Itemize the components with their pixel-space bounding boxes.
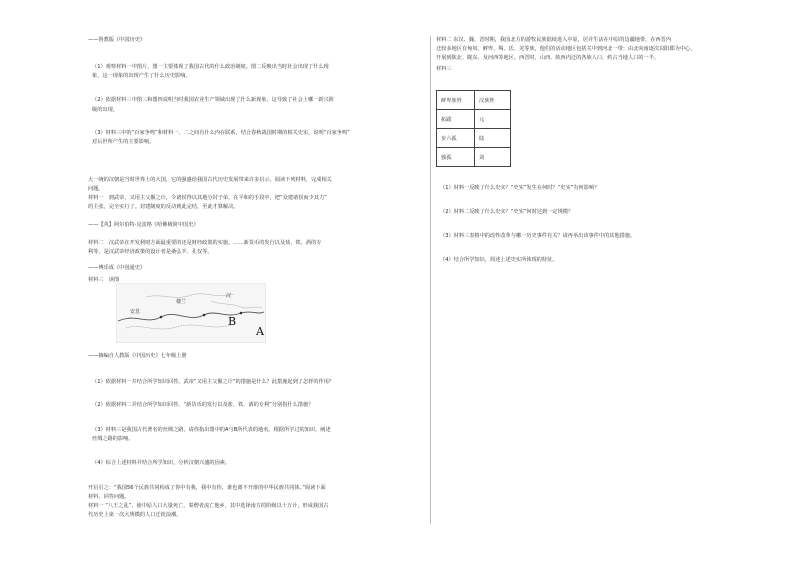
map-label-b: B xyxy=(228,315,237,328)
source-citation: ——傅乐成《中国通史》 xyxy=(88,265,146,271)
material-2-line-1: 材料二 汉武帝在开发利财方面最重要的还是财经政策的实施。……新货币的发行以及盐、铁、酒的专 xyxy=(88,240,322,246)
question-1-line-2: 象，这一现象的出现产生了什么历史影响。 xyxy=(92,73,191,79)
material-6-label: 材料三 xyxy=(436,66,452,72)
table-cell: 刘 xyxy=(475,148,511,167)
table-header-cell: 汉族姓 xyxy=(475,91,511,110)
table-cell: 步六孤 xyxy=(437,129,475,148)
silk-road-map xyxy=(116,283,266,343)
table-row xyxy=(437,129,511,148)
question-2-line-1: （2）依据材料三中图三和图四说明当时我国农业生产领域出现了什么新现象，这导致了社会上哪一新兴阶 xyxy=(92,97,334,103)
section-intro-2-line-2: 材料，回答问题。 xyxy=(88,494,130,500)
material-3-label: 材料三 读图 xyxy=(88,277,120,283)
question-1-line-1: （1）观察材料一中图片，图一主要体现了我国古代的什么政治制度。图二反映出当时社会出现了什么现 xyxy=(92,64,329,70)
city-marker xyxy=(160,316,163,319)
material-5-line-3: 开展到陕北、陇东、及河西等地区。西晋时，山西、陕西内迁的各族人口，约占当地人口的一半。 xyxy=(436,55,660,61)
city-marker xyxy=(203,314,206,317)
question-7-line-1: （4）综合上述材料并结合所学知识，分析汉朝兴盛的因素。 xyxy=(92,460,231,466)
table-cell: 陆 xyxy=(475,129,511,148)
table-cell: 独孤 xyxy=(437,148,475,167)
question-4: （1）依据材料一并结合所学知识回答，武帝“又用主父偃之计”的措施是什么？此措施起到了怎样的作用？ xyxy=(92,379,335,385)
material-5-line-1: 材料二 东汉、魏、晋时期，我国北方的游牧民族陆续进入中原，居并生活在中原的边疆地带，在西晋内 xyxy=(436,37,672,43)
question-6-line-1: （3）材料三是我国古代著名的丝绸之路，请你指出图中的A与B所代表的地名。根据所学过的知识，阐述 xyxy=(92,427,331,433)
question-5: （2）依据材料二并结合所学知识回答，“新货币的发行以及盐、铁、酒的专利”分别指什么措施？ xyxy=(92,402,314,408)
question-2-line-2: 级的出现。 xyxy=(92,107,118,113)
question-9: （2）材料二反映了什么史实？“史实”何时达到一定规模？ xyxy=(440,209,574,215)
material-1-line-2: 的主张，完全实行了。封建制度的反动到此完结，至此才算解决。 xyxy=(88,204,239,210)
question-10: （3）材料三表格中的改姓改革与哪一历史事件有关？请再举出该事件中的其他措施。 xyxy=(440,233,636,239)
column-divider xyxy=(430,36,431,524)
material-2-line-2: 利等，是汉武帝经济政策的设计者是桑弘羊、孔仅等。 xyxy=(88,249,213,255)
section-intro-2-line-1: 开启引之：“我国56个民族共同构成了你中有我，我中有你，谁也离不开谁的中华民族共同体。”阅读下面 xyxy=(88,485,326,491)
material-4-line-1: 材料一 “八王之乱”，使中原人口大量死亡，秦僧者流亡他乡，其中选择南方的阶级以十万计，形成我国古 xyxy=(88,503,329,509)
section-intro-line-1: 大一统的汉朝是当时世界上的大国，它的强盛给我国古代历史发展带来许多启示。阅读下列材料，完成相关 xyxy=(88,177,332,183)
surname-table xyxy=(436,90,511,167)
map-region-label: 安息 xyxy=(130,309,141,315)
map-region-label: 楼兰 xyxy=(176,299,187,305)
map-label-a: A xyxy=(256,325,264,338)
table-header-row xyxy=(437,91,511,110)
city-marker xyxy=(240,312,243,315)
question-3-line-2: 对后世所产生的主要影响。 xyxy=(92,139,155,145)
table-row xyxy=(437,148,511,167)
question-3-line-1: （3）材料三中的“百家争鸣”和材料一、二之间有什么内在联系，结合春秋战国时期的相关史实，说明“百家争鸣” xyxy=(92,130,350,136)
map-region-label: 汉 xyxy=(226,293,232,299)
material-5-line-2: 迁较多地区有匈奴、鲜卑、羯、氐、羌等族，他们的活动地区包括关中到河北一带；由北向南逐次以阳郡为中心， xyxy=(436,46,696,52)
question-11: （4）结合所学知识，简述上述史实所体现的特征。 xyxy=(440,257,558,263)
question-6-line-2: 丝绸之路的影响。 xyxy=(92,436,134,442)
source-citation: ——鲁教版《中国历史》 xyxy=(88,37,146,43)
table-cell: 元 xyxy=(475,110,511,129)
section-intro-line-2: 问题。 xyxy=(88,186,104,192)
source-citation: ——【英】阿尔伯特·克雷格《哈佛极简中国史》 xyxy=(88,222,199,228)
source-citation: ——摘编自人教版《中国历史》七年级上册 xyxy=(88,353,187,359)
question-8: （1）材料一反映了什么史实？“史实”发生在何时？“史实”有何影响？ xyxy=(440,185,600,191)
material-1-line-1: 材料一 到武帝，又用主父偃之计，令诸侯得以其地分封子弟，在平和的手段中，把“众建诸侯而少其力” xyxy=(88,195,327,201)
material-4-line-2: 代历史上第一次大规模的人口迁徙浪潮。 xyxy=(88,512,182,518)
table-header-cell: 鲜卑族姓 xyxy=(437,91,475,110)
table-row xyxy=(437,110,511,129)
table-cell: 拓跋 xyxy=(437,110,475,129)
